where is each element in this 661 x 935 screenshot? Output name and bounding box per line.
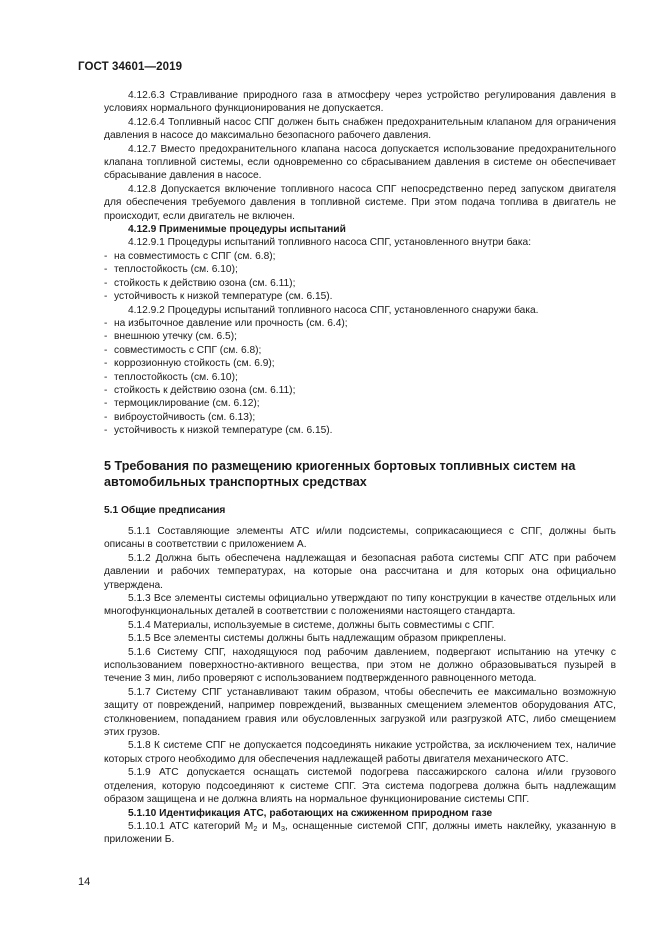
paragraph: 5.1.6 Систему СПГ, находящуюся под рабочим давлением, подвергают испытанию на утечку с использованием поверхностно-активного вещества, при этом не должно образовываться пузырей в течение 3 мин, либо проверяют с использованием подтвержденного равноценного метода. xyxy=(104,646,616,685)
test-procedures-list-inside xyxy=(104,250,616,304)
list-item: - стойкость к действию озона (см. 6.11); xyxy=(104,384,296,396)
list-item: - на совместимость с СПГ (см. 6.8); xyxy=(104,250,276,262)
paragraph: 5.1.9 АТС допускается оснащать системой подогрева пассажирского салона и/или грузового отделения, которую подсоединяют к системе СПГ. Эта система подогрева должна быть надлежащим образом защищена и не должна влиять на нормальное функционирование системы СПГ. xyxy=(104,767,616,806)
list-item: - коррозионную стойкость (см. 6.9); xyxy=(104,358,275,370)
paragraph: 5.1.2 Должна быть обеспечена надлежащая и безопасная работа системы СПГ АТС при рабочем давлении и рабочих температурах, на которые она рассчитана и для которых она официально утверждена. xyxy=(104,552,616,591)
page-header: ГОСТ 34601—2019 xyxy=(78,61,183,73)
subsection-title: 4.12.9 Применимые процедуры испытаний xyxy=(128,224,346,236)
section-5-1-paragraphs xyxy=(104,525,616,807)
paragraph: 5.1.3 Все элементы системы официально утверждают по типу конструкции в качестве отдельных или многофункциональных деталей в соответствии с положениями настоящего стандарта. xyxy=(104,593,616,618)
paragraph: 4.12.7 Вместо предохранительного клапана насоса допускается использование предохранительного клапана топливной системы, если одновременно со сбрасыванием давления в системе он обеспечивает сбрасывание давления в насосе. xyxy=(104,143,616,182)
list-item: - внешнюю утечку (см. 6.5); xyxy=(104,331,237,343)
paragraph: 4.12.9.2 Процедуры испытаний топливного насоса СПГ, установленного снаружи бака. xyxy=(128,304,539,316)
paragraph: 5.1.5 Все элементы системы должны быть надлежащим образом прикреплены. xyxy=(128,633,507,645)
page-number: 14 xyxy=(78,876,91,888)
list-item: - на избыточное давление или прочность (см. 6.4); xyxy=(104,317,348,329)
paragraph: 5.1.10.1 АТС категорий $М_2$ и $М_3$, оснащенные системой СПГ, должны иметь наклейку, указанную в приложении Б. xyxy=(104,820,616,846)
paragraph: 5.1.7 Систему СПГ устанавливают таким образом, чтобы обеспечить ее максимально возможную защиту от повреждений, например повреждений, вызванных смещением элементов оборудования АТС, столкновением, попаданием гравия или обусловленных загрузкой или разгрузкой АТС, либо смещением этих грузов. xyxy=(104,686,616,739)
page-content xyxy=(104,89,616,847)
paragraph: 4.12.6.3 Стравливание природного газа в атмосферу через устройство регулирования давления в условиях нормального функционирования не допускается. xyxy=(104,90,616,115)
section-title: 5 Требования по размещению криогенных бортовых топливных систем на автомобильных транспортных средствах xyxy=(104,458,576,489)
list-item: - устойчивость к низкой температуре (см. 6.15). xyxy=(104,425,333,437)
list-item: - теплостойкость (см. 6.10); xyxy=(104,371,238,383)
paragraph: 4.12.8 Допускается включение топливного насоса СПГ непосредственно перед запуском двигателя для обеспечения требуемого давления в топливной системе. При этом подача топлива в двигатель не происходит, если двигатель не включен. xyxy=(104,183,616,222)
paragraph: 5.1.4 Материалы, используемые в системе, должны быть совместимы с СПГ. xyxy=(128,619,495,631)
paragraph: 5.1.1 Составляющие элементы АТС и/или подсистемы, соприкасающиеся с СПГ, должны быть описаны в соответствии с приложением А. xyxy=(104,525,616,551)
paragraph: 4.12.9.1 Процедуры испытаний топливного насоса СПГ, установленного внутри бака: xyxy=(128,237,532,249)
test-procedures-list-outside xyxy=(104,317,616,438)
paragraph: 4.12.6.4 Топливный насос СПГ должен быть снабжен предохранительным клапаном для ограничения давления в насосе до максимально безопасного рабочего давления. xyxy=(104,116,616,142)
list-item: - термоциклирование (см. 6.12); xyxy=(104,398,260,410)
list-item: - виброустойчивость (см. 6.13); xyxy=(104,411,256,423)
subsection-title: 5.1 Общие предписания xyxy=(104,504,226,516)
paragraph: 5.1.8 К системе СПГ не допускается подсоединять никакие устройства, за исключением тех, наличие которых строго необходимо для обеспечения надлежащей работы двигателя механического АТС. xyxy=(104,740,616,765)
subsection-title: 5.1.10 Идентификация АТС, работающих на сжиженном природном газе xyxy=(128,807,493,819)
list-item: - стойкость к действию озона (см. 6.11); xyxy=(104,277,296,289)
list-item: - совместимость с СПГ (см. 6.8); xyxy=(104,344,262,356)
list-item: - устойчивость к низкой температуре (см. 6.15). xyxy=(104,291,333,303)
list-item: - теплостойкость (см. 6.10); xyxy=(104,264,238,276)
